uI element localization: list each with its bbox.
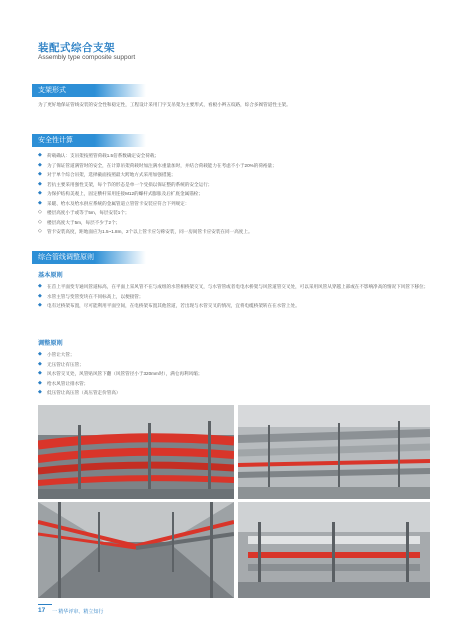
list-item: ◆ 小管让大管； (38, 350, 438, 360)
subheading-adjust: 调整原则 (38, 340, 63, 347)
page-number: 17 (38, 607, 46, 614)
diamond-bullet-icon: ◆ (38, 283, 42, 289)
list-item: ◆ 为了保证管道满管时的安全，在计算吊架荷载时加注满水重量加时，并结合荷载能力在考虑不小于20%的荷裕量； (38, 161, 438, 171)
diamond-bullet-icon: ◆ (38, 360, 42, 367)
section-paragraph: 为了更好地保证管线安装的安全性和稳定性，工程设计采用门字支吊架为主要形式，看板小辫五纹路，综合多阀管道性主架。 (38, 102, 291, 107)
page-title: 装配式综合支架 (38, 42, 115, 54)
list-item: ◆ 在首上平面变专通风管道标高，在平面上采风管不在与成组的水管相桥架交叉，与水管管或者电电水桥架与风管道管交叉处，可以采用风管从穿越上部或在不影响净高的情况下风管下移位； (38, 282, 438, 292)
list-item: ◆ 水管主管与变管变块在不同标高上，以便接管； (38, 292, 438, 302)
list-item: ◆ 无压管让有压管； (38, 360, 438, 370)
list-item: ◆ 采暖、给水及给水供应系统的金属管道立管管卡安装应符合下列规定： (38, 199, 438, 209)
list-item: ◆ 低压管让高压管（高压管走价管高） (38, 388, 438, 398)
hollow-diamond-bullet-icon: ◇ (38, 209, 42, 215)
photo-grey-pipes-image (238, 405, 430, 499)
diamond-bullet-icon: ◆ (38, 171, 42, 177)
footer-text: 一 精华评审、精立知行 (52, 609, 104, 615)
list-item: ◇ 楼层高度大于5m，每层不少于2个； (38, 218, 438, 228)
section-heading: 综合管线调整原则 (38, 254, 94, 261)
section-heading: 安全性计算 (38, 137, 73, 144)
hollow-diamond-bullet-icon: ◇ (38, 218, 42, 225)
diamond-bullet-icon: ◆ (38, 190, 42, 196)
page-subtitle: Assembly type composite support (38, 54, 136, 61)
diamond-bullet-icon: ◆ (38, 351, 42, 357)
photo-cable-trays (238, 502, 430, 598)
list-item: ◇ 楼层高度小于或等于5m，每层安装1个； (38, 208, 438, 218)
list-item: ◆ 电有过桥架布置，尽可能利用平面空间，在电桥架布置其他管道，若出现与水管交叉的情况，宜将电缆桥架转在在水管上处。 (38, 301, 438, 311)
footer-divider (38, 604, 52, 605)
list-item: ◆ 给水风管让排水管； (38, 379, 438, 389)
diamond-bullet-icon: ◆ (38, 292, 42, 299)
diamond-bullet-icon: ◆ (38, 180, 42, 187)
photo-grey-pipes-ceiling (238, 405, 430, 499)
photo-red-pipes-image (38, 405, 234, 499)
diamond-bullet-icon: ◆ (38, 152, 42, 158)
diamond-bullet-icon: ◆ (38, 161, 42, 168)
photo-corridor-supports (38, 502, 234, 598)
list-item: ◆ 对于单个综合吊架，选择截面按照最大跨地方式采用加强措施； (38, 170, 438, 180)
list-item: ◆ 为保护结构美观上，固定横杆采用连接M12的螺杆式膨胀及后扩底金属锚栓； (38, 189, 438, 199)
list-item: ◇ 管卡安装高度，距地面应为1.5~1.8m，2个以上管卡应匀称安装，同一房间管卡应安装在同一高度上。 (38, 227, 438, 237)
diamond-bullet-icon: ◆ (38, 379, 42, 386)
section-banner-support-form (32, 84, 146, 97)
list-item: ◆ 风水管交叉处，风管贴风管下翻（风管管径小于320mm时），满仓再利风缩； (38, 369, 438, 379)
list-item: ◆ 若抗主要采用强性支架，每个节的形态是单一个受损以保证整的系统的安全运行； (38, 180, 438, 190)
safety-list (38, 151, 438, 237)
photo-red-pipes-ceiling (38, 405, 234, 499)
photo-corridor-image (38, 502, 234, 598)
section-heading: 支架形式 (38, 87, 66, 94)
hollow-diamond-bullet-icon: ◇ (38, 228, 42, 234)
diamond-bullet-icon: ◆ (38, 389, 42, 395)
diamond-bullet-icon: ◆ (38, 370, 42, 376)
section-banner-safety-calc (32, 134, 146, 147)
diamond-bullet-icon: ◆ (38, 302, 42, 308)
photo-cable-trays-image (238, 502, 430, 598)
section-banner-adjust-principles (32, 251, 146, 264)
list-item: ◆ 荷载确认：支吊架按照管荷载1.5倍系数确定安全荷载； (38, 151, 438, 161)
subheading-basic: 基本原则 (38, 272, 63, 279)
adjust-principles-list (38, 350, 438, 398)
basic-principles-list (38, 282, 438, 311)
diamond-bullet-icon: ◆ (38, 199, 42, 206)
